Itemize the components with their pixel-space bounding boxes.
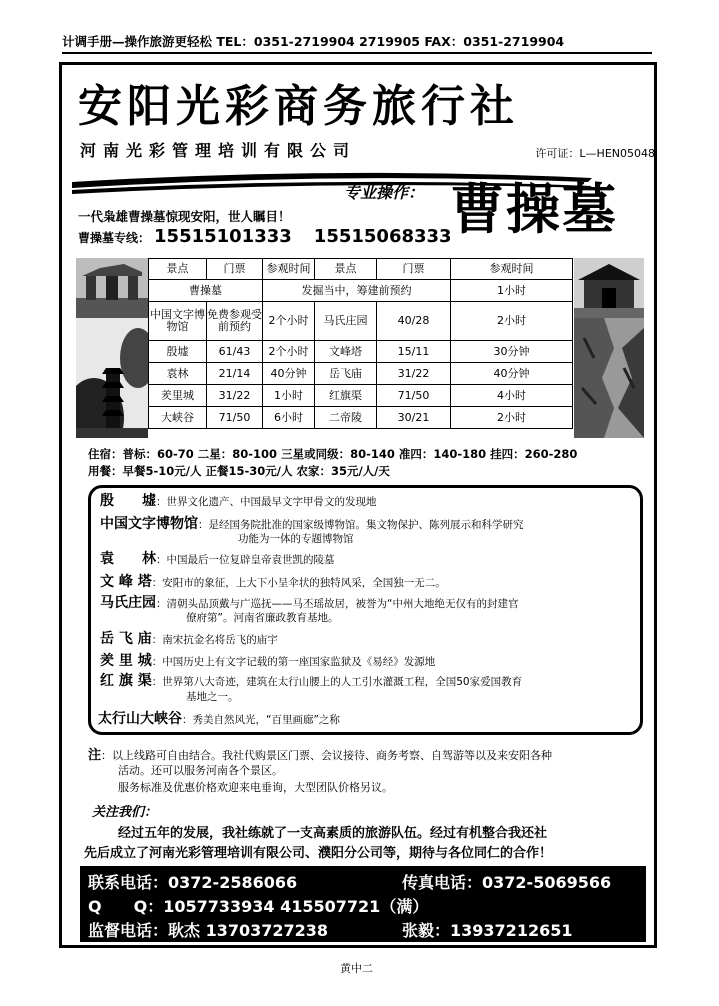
attraction-name: 羑 里 城	[100, 653, 152, 669]
attraction-desc: ：清朝头品顶戴与广巡抚——马丕瑶故居，被誉为“中州大地绝无仅有的封建官	[156, 598, 519, 610]
table-cell: 2个小时	[263, 341, 315, 363]
hotline-number-1: 15515101333	[154, 226, 292, 247]
subsidiary-name: 河南光彩管理培训有限公司	[80, 141, 357, 160]
hotline-label: 曹操墓专线：	[78, 231, 151, 245]
price-table	[148, 258, 573, 429]
note-text: ：以上线路可自由结合。我社代购景区门票、会议接待、商务考察、自驾游等以及来安阳各种	[101, 749, 553, 762]
table-cell: 曹操墓	[149, 280, 263, 302]
attraction-name: 袁 林	[100, 551, 156, 567]
table-header-cell: 参观时间	[451, 259, 573, 280]
attraction-mashi	[100, 592, 518, 612]
contact-supervise	[88, 918, 328, 941]
attraction-desc-cont: 基地之一。	[186, 691, 239, 703]
attraction-name: 岳 飞 庙	[100, 631, 152, 647]
table-cell: 71/50	[377, 385, 451, 407]
attraction-yuefei	[100, 628, 278, 648]
product-title: 曹操墓	[450, 178, 618, 241]
table-row	[149, 385, 573, 407]
table-row-caocao	[149, 280, 573, 302]
attraction-desc: ：世界第八大奇迹，建筑在太行山腰上的人工引水灌溉工程，全国50家爱国教育	[151, 676, 523, 688]
attraction-desc-cont: 僚府第”。河南省廉政教育基地。	[186, 612, 339, 624]
note-label: 注	[88, 748, 102, 763]
contact-fax-label: 传真电话：	[402, 873, 483, 892]
contact-phone-label: 联系电话：	[88, 873, 169, 892]
photo-canyon	[574, 318, 644, 438]
table-cell: 羑里城	[149, 385, 207, 407]
contact-supervise-number: 耿杰 13703727238	[168, 921, 329, 940]
hotline-number-2: 15515068333	[313, 226, 452, 247]
attraction-desc-cont: 功能为一体的专题博物馆	[238, 533, 354, 545]
photo-gate	[574, 258, 644, 318]
table-header-cell: 门票	[377, 259, 451, 280]
attraction-desc: ：南宋抗金名将岳飞的庙宇	[151, 634, 278, 646]
table-header-cell: 景点	[149, 259, 207, 280]
table-cell: 31/22	[377, 363, 451, 385]
table-cell: 中国文字博物馆	[149, 302, 207, 341]
attraction-yuanlin	[100, 548, 335, 568]
table-row	[149, 341, 573, 363]
table-header-cell: 门票	[207, 259, 263, 280]
note-line-3: 服务标准及优惠价格欢迎来电垂询，大型团队价格另议。	[118, 781, 393, 794]
table-header-cell: 参观时间	[263, 259, 315, 280]
attraction-name: 中国文字博物馆	[100, 516, 198, 532]
table-row	[149, 302, 573, 341]
attraction-desc: ：世界文化遗产、中国最早文字甲骨文的发现地	[156, 496, 377, 508]
contact-zhang-label: 张毅：	[402, 921, 451, 940]
table-header-row	[149, 259, 573, 280]
contact-qq-label: Q Q：	[88, 897, 164, 916]
about-line-2: 先后成立了河南光彩管理培训有限公司、濮阳分公司等，期待与各位同仁的合作！	[84, 846, 553, 861]
contact-zhang	[402, 918, 572, 941]
table-cell: 殷墟	[149, 341, 207, 363]
table-cell: 15/11	[377, 341, 451, 363]
attraction-desc: ：是经国务院批准的国家级博物馆。集文物保护、陈列展示和科学研究	[198, 519, 524, 531]
company-subtitle	[80, 139, 655, 163]
attraction-youli	[100, 650, 435, 670]
table-cell: 1小时	[263, 385, 315, 407]
table-cell: 31/22	[207, 385, 263, 407]
attraction-wenfeng	[100, 571, 446, 591]
attraction-museum	[100, 513, 524, 533]
contact-bar	[80, 866, 646, 942]
table-cell: 30分钟	[451, 341, 573, 363]
table-cell: 40分钟	[451, 363, 573, 385]
attraction-name: 马氏庄园	[100, 595, 156, 611]
photo-museum	[76, 258, 148, 318]
header-contact-line: 计调手册—操作旅游更轻松 TEL：0351-2719904 2719905 FAX：0351-2719904	[62, 34, 652, 54]
table-cell: 马氏庄园	[315, 302, 377, 341]
table-cell: 2个小时	[263, 302, 315, 341]
table-cell: 免费参观受前预约	[207, 302, 263, 341]
attraction-name: 红 旗 渠	[100, 673, 152, 689]
contact-phone	[88, 870, 297, 893]
table-cell: 4小时	[451, 385, 573, 407]
hotline	[78, 226, 452, 247]
table-cell: 21/14	[207, 363, 263, 385]
attraction-desc: ：秀美自然风光，“百里画廊”之称	[182, 714, 340, 726]
contact-phone-number: 0372-2586066	[168, 873, 298, 892]
table-cell: 1小时	[451, 280, 573, 302]
table-cell: 红旗渠	[315, 385, 377, 407]
meal-prices: 用餐：早餐5-10元/人 正餐15-30元/人 农家：35元/人/天	[88, 464, 390, 478]
table-cell: 文峰塔	[315, 341, 377, 363]
note-line-2: 活动。还可以服务河南各个景区。	[118, 764, 283, 777]
table-cell: 岳飞庙	[315, 363, 377, 385]
table-cell: 2小时	[451, 302, 573, 341]
contact-fax-number: 0372-5069566	[482, 873, 612, 892]
table-cell: 40/28	[377, 302, 451, 341]
table-cell: 30/21	[377, 407, 451, 429]
note-line-1	[88, 744, 552, 763]
about-heading: 关注我们：	[92, 805, 158, 820]
table-cell: 袁林	[149, 363, 207, 385]
table-row	[149, 407, 573, 429]
table-cell: 大峡谷	[149, 407, 207, 429]
attraction-name: 太行山大峡谷	[98, 711, 182, 727]
attraction-name: 殷 墟	[100, 493, 156, 509]
attraction-desc: ：安阳市的象征，上大下小呈伞状的独特风采，全国独一无二。	[151, 577, 446, 589]
page-number: 黄中二	[340, 962, 373, 975]
contact-qq	[88, 894, 428, 917]
lodging-prices: 住宿：普标：60-70 二星：80-100 三星或同级：80-140 准四：140-180 挂四：260-280	[88, 447, 578, 461]
attraction-yinxu	[100, 490, 377, 510]
table-cell: 40分钟	[263, 363, 315, 385]
slogan: 一代枭雄曹操墓惊现安阳，世人瞩目！	[78, 209, 291, 224]
attraction-hongqi	[100, 670, 522, 690]
table-cell: 二帝陵	[315, 407, 377, 429]
contact-qq-number: 1057733934 415507721（满）	[163, 897, 429, 916]
table-cell: 71/50	[207, 407, 263, 429]
attraction-canyon	[98, 708, 340, 728]
table-cell: 61/43	[207, 341, 263, 363]
attraction-desc: ：中国历史上有文字记载的第一座国家监狱及《易经》发源地	[151, 656, 436, 668]
table-cell: 2小时	[451, 407, 573, 429]
attraction-name: 文 峰 塔	[100, 574, 152, 590]
license-number: 许可证：L—HEN05048	[535, 147, 655, 160]
table-cell: 发掘当中，筹建前预约	[263, 280, 451, 302]
contact-zhang-number: 13937212651	[450, 921, 573, 940]
professional-label: 专业操作：	[344, 183, 425, 202]
photo-pagoda	[76, 318, 148, 438]
about-line-1: 经过五年的发展，我社练就了一支高素质的旅游队伍。经过有机整合我还社	[118, 826, 548, 841]
company-title: 安阳光彩商务旅行社	[78, 81, 519, 132]
contact-supervise-label: 监督电话：	[88, 921, 169, 940]
table-row	[149, 363, 573, 385]
table-cell: 6小时	[263, 407, 315, 429]
attraction-desc: ：中国最后一位复辟皇帝袁世凯的陵墓	[156, 554, 335, 566]
contact-fax	[402, 870, 611, 893]
table-header-cell: 景点	[315, 259, 377, 280]
